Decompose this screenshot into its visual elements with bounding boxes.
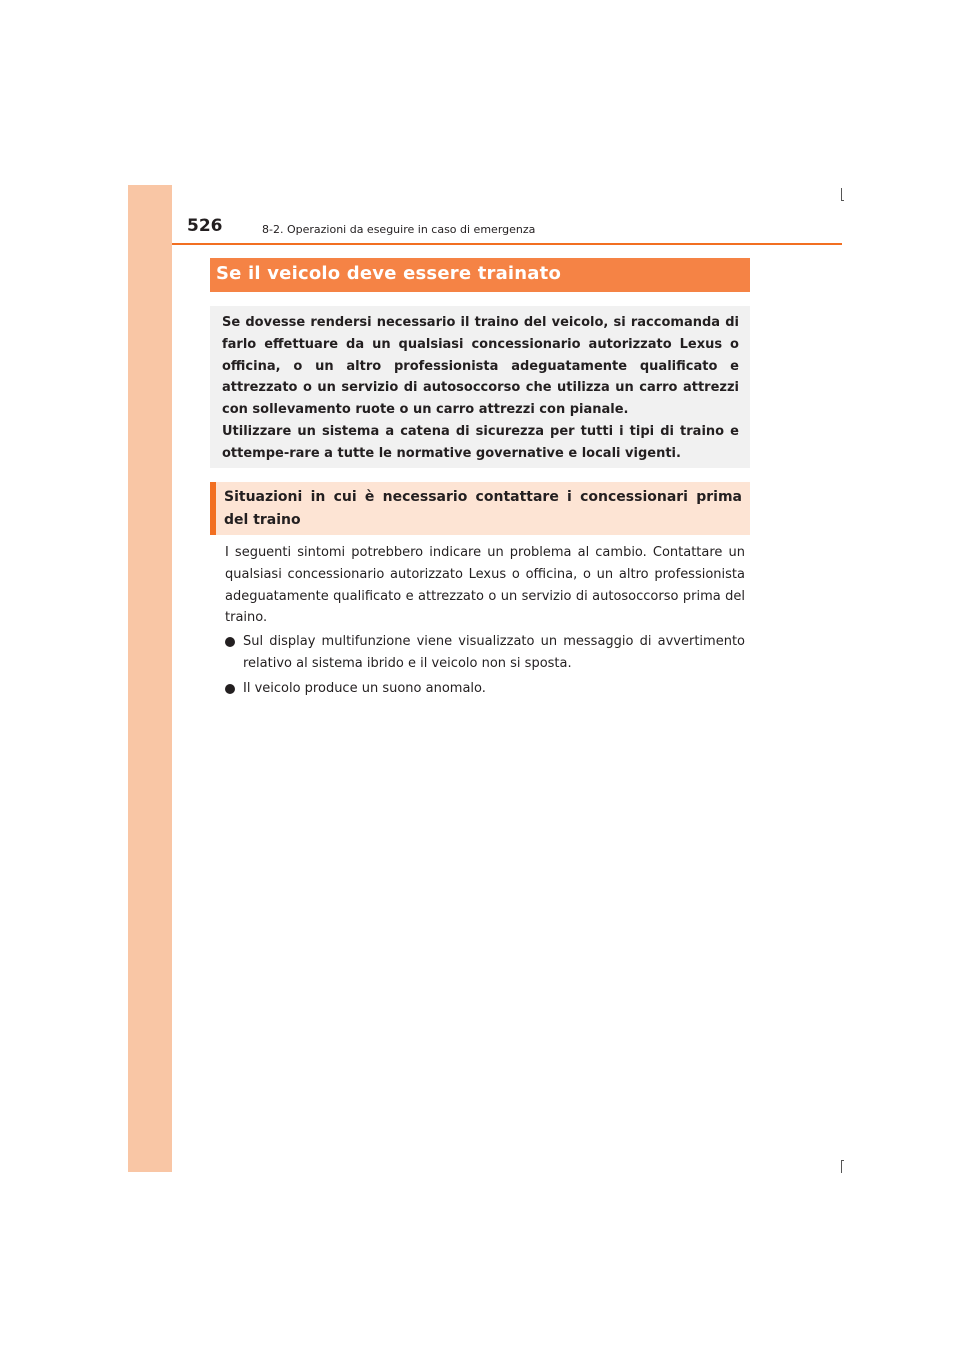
bullet-icon xyxy=(225,637,235,647)
list-item-text: Il veicolo produce un suono anomalo. xyxy=(243,680,486,696)
intro-paragraph: Utilizzare un sistema a catena di sicurezza per tutti i tipi di traino e ottempe-rare a tutte le normative governative e locali vigenti. xyxy=(222,423,739,461)
header-rule xyxy=(172,243,842,245)
page-number: 526 xyxy=(187,216,223,236)
crop-mark-top-tick xyxy=(841,200,844,201)
subsection-body: I seguenti sintomi potrebbero indicare un problema al cambio. Contattare un qualsiasi concessionario autorizzato Lexus o officina, o un altro professionista adeguatamente qualificato e attrezzato o un servizio di autosoccorso prima del traino. xyxy=(225,545,745,626)
subsection-heading-bar xyxy=(210,482,750,535)
chapter-side-tab xyxy=(128,185,172,1172)
bullet-icon xyxy=(225,684,235,694)
crop-mark-bottom-tick xyxy=(841,1160,844,1161)
intro-box xyxy=(210,306,750,468)
running-header: 8-2. Operazioni da eseguire in caso di emergenza xyxy=(262,223,536,236)
list-item xyxy=(225,678,745,700)
intro-paragraph: Se dovesse rendersi necessario il traino del veicolo, si raccomanda di farlo effettuare da un qualsiasi concessionario autorizzato Lexus o officina, o un altro professionista adeguatamente qualificato e attrezzato o un servizio di autosoccorso che utilizza un carro attrezzi con sollevamento ruote o un carro attrezzi con pianale. xyxy=(222,315,739,418)
crop-mark-bottom xyxy=(841,1160,842,1173)
symptom-list xyxy=(225,631,745,702)
subsection-title: Situazioni in cui è necessario contattare i concessionari prima del traino xyxy=(224,489,742,528)
subsection-accent-stripe xyxy=(210,482,216,535)
section-title: Se il veicolo deve essere trainato xyxy=(216,263,562,284)
intro-text xyxy=(222,312,739,465)
list-item xyxy=(225,631,745,675)
list-item-text: Sul display multifunzione viene visualizzato un messaggio di avvertimento relativo al sistema ibrido e il veicolo non si sposta. xyxy=(243,634,745,671)
section-title-bar xyxy=(210,258,750,292)
